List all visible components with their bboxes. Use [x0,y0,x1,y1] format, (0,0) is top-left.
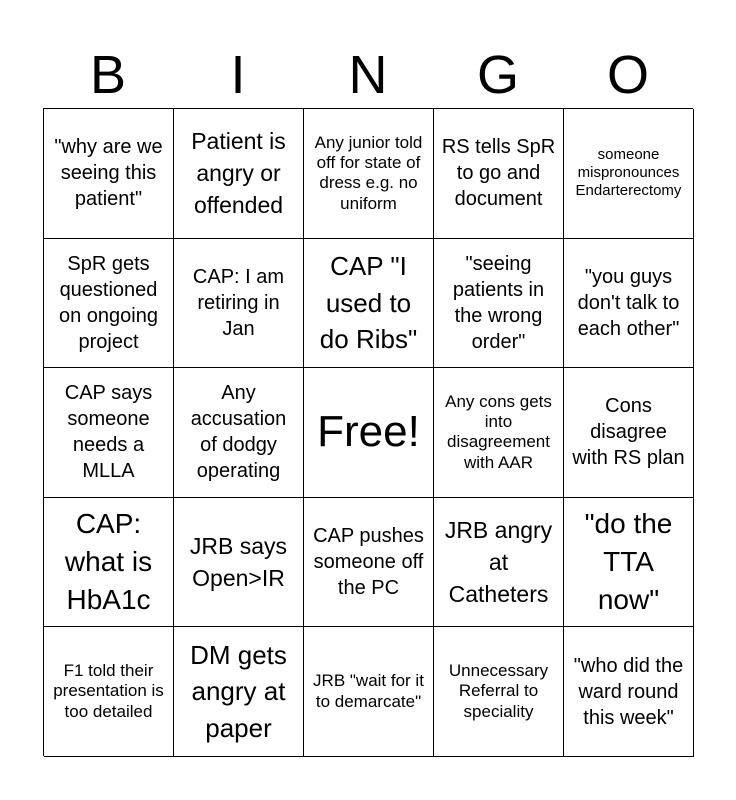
header-letter-n: N [348,45,388,105]
header-letter-b: B [89,45,127,105]
bingo-cell[interactable]: F1 told their presentation is too detailed [44,627,174,757]
bingo-cell[interactable]: "you guys don't talk to each other" [564,239,694,369]
bingo-cell[interactable]: "do the TTA now" [564,498,694,628]
bingo-cell[interactable]: Patient is angry or offended [174,109,304,239]
bingo-cell[interactable]: CAP "I used to do Ribs" [304,239,434,369]
bingo-cell[interactable]: CAP pushes someone off the PC [304,498,434,628]
bingo-cell[interactable]: JRB angry at Catheters [434,498,564,628]
bingo-cell[interactable]: "who did the ward round this week" [564,627,694,757]
bingo-cell[interactable]: Any accusation of dodgy operating [174,368,304,498]
bingo-header [43,42,693,108]
bingo-cell[interactable]: Unnecessary Referral to speciality [434,627,564,757]
bingo-cell[interactable]: CAP: I am retiring in Jan [174,239,304,369]
bingo-cell[interactable]: SpR gets questioned on ongoing project [44,239,174,369]
bingo-cell[interactable]: JRB says Open>IR [174,498,304,628]
bingo-cell[interactable]: "seeing patients in the wrong order" [434,239,564,369]
bingo-cell[interactable]: Any junior told off for state of dress e.g. no uniform [304,109,434,239]
bingo-cell[interactable]: CAP says someone needs a MLLA [44,368,174,498]
header-letter-g: G [476,45,519,105]
bingo-cell[interactable]: "why are we seeing this patient" [44,109,174,239]
bingo-cell[interactable]: Cons disagree with RS plan [564,368,694,498]
bingo-board [43,108,693,756]
bingo-cell[interactable]: JRB "wait for it to demarcate" [304,627,434,757]
bingo-cell[interactable]: someone mispronounces Endarterectomy [564,109,694,239]
bingo-cell[interactable]: RS tells SpR to go and document [434,109,564,239]
free-space-cell[interactable]: Free! [304,368,434,498]
header-letter-i: I [230,45,246,105]
bingo-cell[interactable]: DM gets angry at paper [174,627,304,757]
bingo-cell[interactable]: CAP: what is HbA1c [44,498,174,628]
bingo-cell[interactable]: Any cons gets into disagreement with AAR [434,368,564,498]
header-letter-o: O [606,45,649,105]
